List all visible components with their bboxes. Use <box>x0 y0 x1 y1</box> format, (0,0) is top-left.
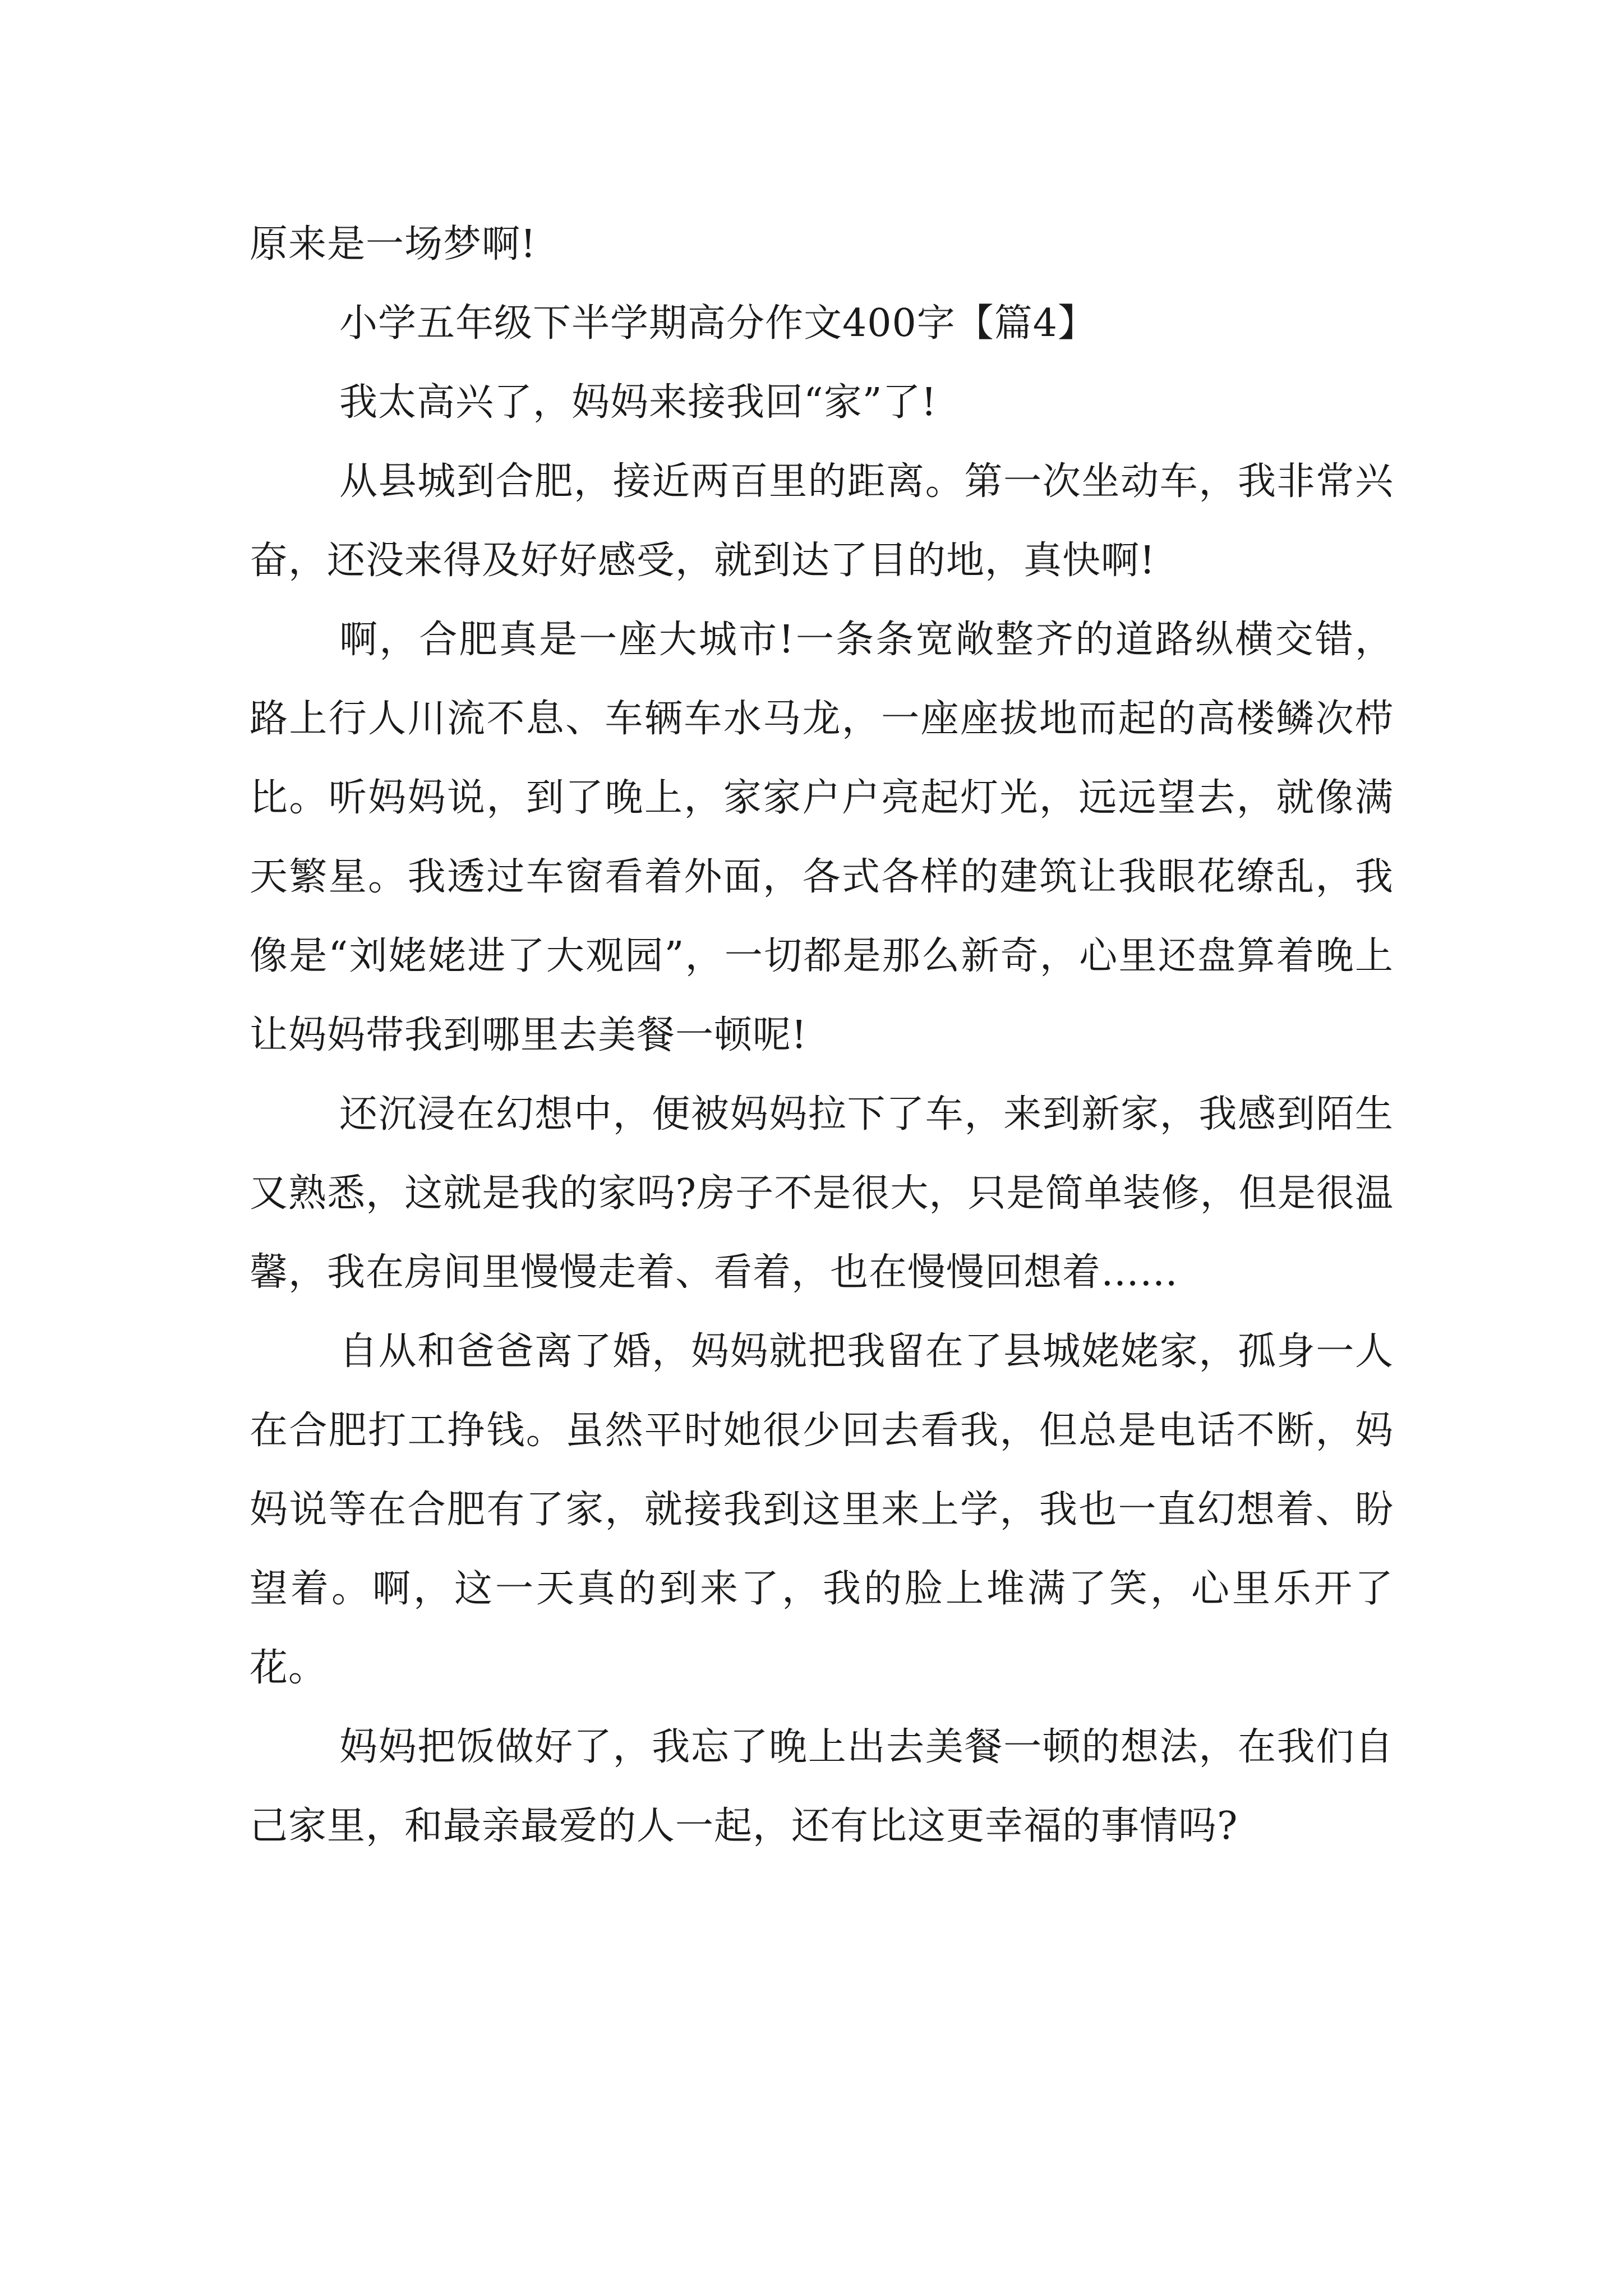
paragraph-3: 我太高兴了，妈妈来接我回“家”了! <box>339 380 937 425</box>
paragraph-7: 自从和爸爸离了婚，妈妈就把我留在了县城姥姥家，孤身一人在合肥打工挣钱。虽然平时她很少回去看我，但总是电话不断，妈妈说等在合肥有了家，就接我到这里来上学，我也一直幻想着、盼望着。啊，这一天真的到来了，我的脸上堆满了笑，心里乐开了花。 <box>250 1329 1394 1690</box>
paragraph-6: 还沉浸在幻想中，便被妈妈拉下了车，来到新家，我感到陌生又熟悉，这就是我的家吗?房子不是很大，只是简单装修，但是很温馨，我在房间里慢慢走着、看着，也在慢慢回想着…… <box>250 1092 1394 1295</box>
paragraph-4: 从县城到合肥，接近两百里的距离。第一次坐动车，我非常兴奋，还没来得及好好感受，就到达了目的地，真快啊! <box>250 459 1394 583</box>
document-body <box>250 205 1394 1866</box>
essay-title: 小学五年级下半学期高分作文400字【篇4】 <box>339 301 1097 346</box>
paragraph-1: 原来是一场梦啊! <box>250 222 537 266</box>
paragraph-5: 啊，合肥真是一座大城市!一条条宽敞整齐的道路纵横交错，路上行人川流不息、车辆车水马龙，一座座拔地而起的高楼鳞次栉比。听妈妈说，到了晚上，家家户户亮起灯光，远远望去，就像满天繁星。我透过车窗看着外面，各式各样的建筑让我眼花缭乱，我像是“刘姥姥进了大观园”，一切都是那么新奇，心里还盘算着晚上让妈妈带我到哪里去美餐一顿呢! <box>250 618 1394 1057</box>
paragraph-8: 妈妈把饭做好了，我忘了晚上出去美餐一顿的想法，在我们自己家里，和最亲最爱的人一起，还有比这更幸福的事情吗? <box>250 1725 1394 1848</box>
